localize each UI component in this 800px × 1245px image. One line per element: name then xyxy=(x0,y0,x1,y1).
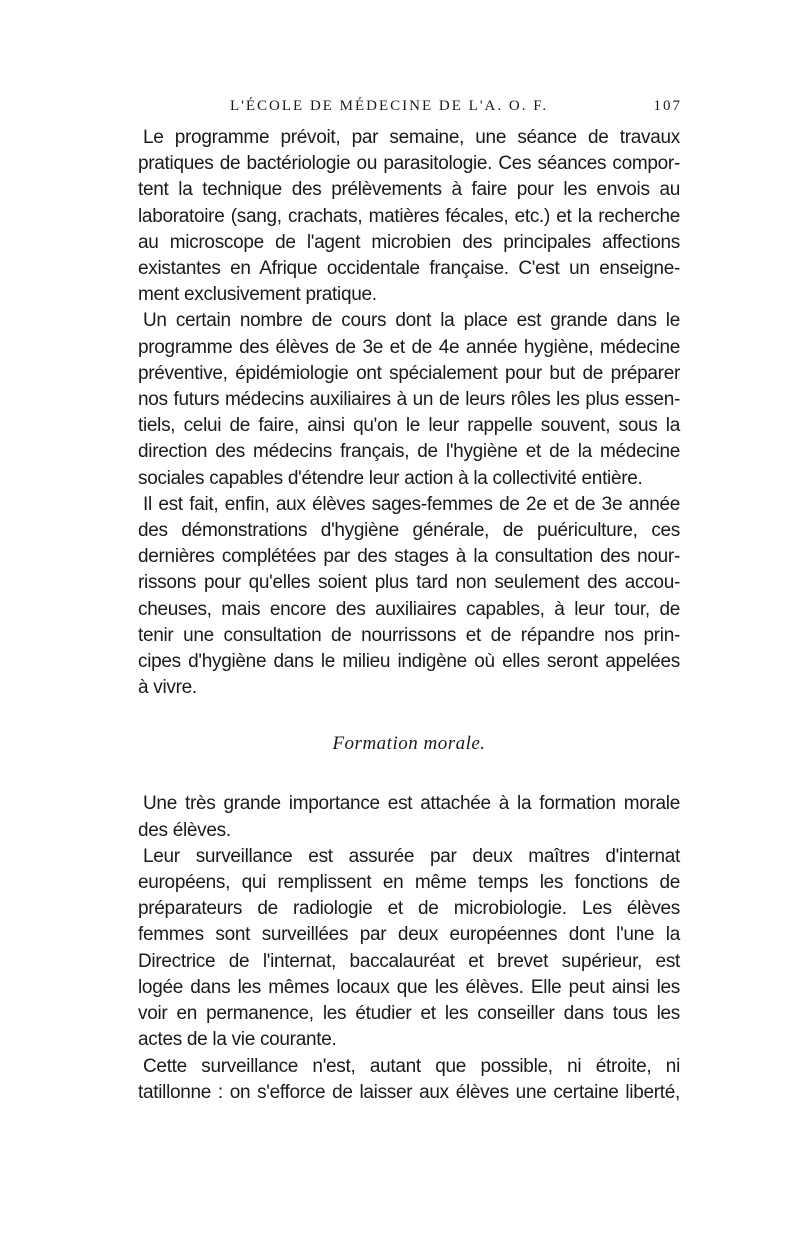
text-line: européens, qui remplissent en même temps les fonctions de xyxy=(138,872,680,894)
section-before-title xyxy=(138,125,680,701)
text-line: préventive, épidémiologie ont spécialement pour but de préparer xyxy=(138,362,680,384)
text-line: direction des médecins français, de l'hygiène et de la médecine xyxy=(138,441,680,463)
running-header xyxy=(230,98,682,115)
text-line: au microscope de l'agent microbien des principales affections xyxy=(138,231,680,253)
text-line: nos futurs médecins auxiliaires à un de leurs rôles les plus essen- xyxy=(138,389,680,411)
paragraph xyxy=(138,844,680,1054)
text-line: existantes en Afrique occidentale française. C'est un enseigne- xyxy=(138,258,680,280)
text-line: Leur surveillance est assurée par deux maîtres d'internat xyxy=(143,845,680,867)
text-line: tiels, celui de faire, ainsi qu'on le leur rappelle souvent, sous la xyxy=(138,415,680,437)
text-line: pratiques de bactériologie ou parasitologie. Ces séances compor- xyxy=(138,153,680,175)
text-line: tent la technique des prélèvements à faire pour les envois au xyxy=(138,179,680,201)
text-line: logée dans les mêmes locaux que les élèves. Elle peut ainsi les xyxy=(138,976,680,998)
text-line: laboratoire (sang, crachats, matières fécales, etc.) et la recherche xyxy=(138,205,680,227)
text-line: sociales capables d'étendre leur action à la collectivité entière. xyxy=(138,467,643,489)
text-line: des démonstrations d'hygiène générale, de puériculture, ces xyxy=(138,520,680,542)
text-line: cheuses, mais encore des auxiliaires capables, à leur tour, de xyxy=(138,598,680,620)
text-line: Le programme prévoit, par semaine, une séance de travaux xyxy=(143,127,680,148)
text-line: rissons pour qu'elles soient plus tard non seulement des accou- xyxy=(138,572,680,594)
text-line: des élèves. xyxy=(138,819,231,841)
page-number: 107 xyxy=(653,98,682,114)
text-line: femmes sont surveillées par deux européennes dont l'une la xyxy=(138,924,680,946)
section-after-title xyxy=(138,791,680,1105)
paragraph xyxy=(138,1054,680,1106)
body-text xyxy=(138,125,680,1106)
paragraph xyxy=(138,791,680,843)
text-line: Directrice de l'internat, baccalauréat et brevet supérieur, est xyxy=(138,950,680,972)
text-line: Cette surveillance n'est, autant que possible, ni étroite, ni xyxy=(143,1055,680,1077)
running-title: L'ÉCOLE DE MÉDECINE DE L'A. O. F. xyxy=(230,98,549,114)
text-line: tenir une consultation de nourrissons et de répandre nos prin- xyxy=(138,624,680,646)
paragraph xyxy=(138,308,680,491)
text-line: Un certain nombre de cours dont la place est grande dans le xyxy=(143,310,680,332)
text-line: actes de la vie courante. xyxy=(138,1029,337,1051)
paragraph xyxy=(138,492,680,702)
text-line: ment exclusivement pratique. xyxy=(138,284,377,306)
text-line: Une très grande importance est attachée à la formation morale xyxy=(143,793,680,815)
section-title: Formation morale. xyxy=(332,733,486,755)
text-line: Il est fait, enfin, aux élèves sages-femmes de 2e et de 3e année xyxy=(143,493,680,515)
text-line: voir en permanence, les étudier et les conseiller dans tous les xyxy=(138,1003,680,1025)
text-line: cipes d'hygiène dans le milieu indigène où elles seront appelées xyxy=(138,651,680,673)
paragraph xyxy=(138,125,680,308)
text-line: dernières complétées par des stages à la consultation des nour- xyxy=(138,546,680,568)
text-line: tatillonne : on s'efforce de laisser aux élèves une certaine liberté, xyxy=(138,1081,680,1103)
text-line: programme des élèves de 3e et de 4e année hygiène, médecine xyxy=(138,336,680,358)
text-line: préparateurs de radiologie et de microbiologie. Les élèves xyxy=(138,898,680,920)
text-line: à vivre. xyxy=(138,677,197,699)
